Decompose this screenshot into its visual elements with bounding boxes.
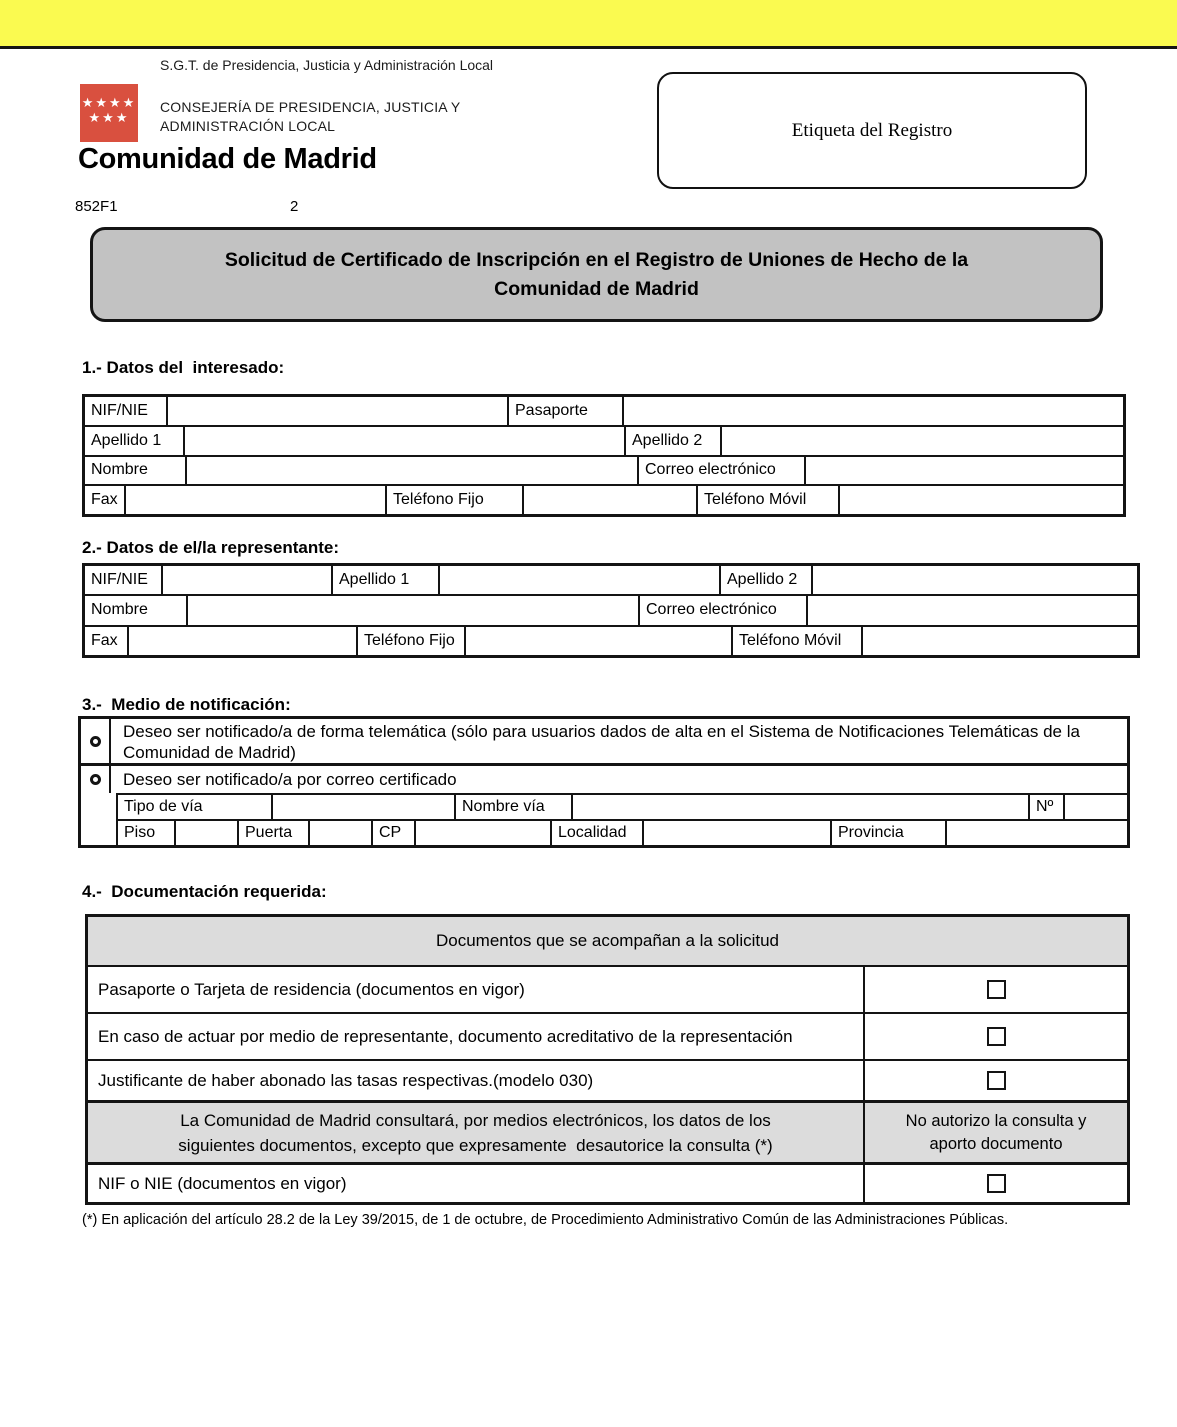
rep-telefono-movil-input[interactable] [863,627,1137,655]
table-row [88,1059,1127,1100]
form-title-line1: Solicitud de Certificado de Inscripción en el Registro de Uniones de Hecho de la [224,248,969,271]
cp-input[interactable] [414,819,550,845]
documentation-table [85,914,1130,1205]
flag-stars-row1: ★★★★ [81,95,137,110]
field-label-telefono-movil: Teléfono Móvil [698,486,840,514]
checkbox-tasas[interactable] [987,1071,1006,1090]
piso-input[interactable] [174,819,237,845]
option-row-telematica [81,719,1127,766]
checkbox-cell [865,1014,1127,1059]
rep-field-label-nif: NIF/NIE [85,566,163,594]
field-label-localidad: Localidad [550,819,642,845]
no-autorizo-text [865,1103,1127,1162]
table-row [85,425,1123,455]
field-label-numero: Nº [1028,793,1063,819]
field-label-fax: Fax [85,486,126,514]
table-row [116,819,1127,845]
page-number: 2 [290,198,299,215]
form-code: 852F1 [75,198,118,215]
checkbox-cell [865,967,1127,1012]
section4-heading: 4.- Documentación requerida: [82,882,327,901]
table-row [85,484,1123,514]
brand-title: Comunidad de Madrid [78,143,377,175]
field-label-nombre-via: Nombre vía [454,793,571,819]
fax-input[interactable] [126,486,387,514]
section1-heading: 1.- Datos del interesado: [82,358,285,377]
field-label-tipo-via: Tipo de vía [116,793,271,819]
field-label-piso: Piso [116,819,174,845]
option-telematica-label: Deseo ser notificado/a de forma telemática (sólo para usuarios dados de alta en el Sistema de Notificaciones Telemáticas de la Comunidad de Madrid) [123,722,1080,762]
table-row [85,594,1137,624]
localidad-input[interactable] [642,819,830,845]
no-autorizo-line1: No autorizo la consulta y [905,1111,1087,1130]
table-row [88,965,1127,1012]
apellido2-input[interactable] [722,427,1123,455]
section2-heading: 2.- Datos de el/la representante: [82,538,339,557]
form-title [90,227,1103,322]
field-label-apellido2: Apellido 2 [626,427,722,455]
address-subtable [116,793,1127,845]
legal-footnote: (*) En aplicación del artículo 28.2 de la Ley 39/2015, de 1 de octubre, de Procedimiento Administrativo Común de las Administraciones Públicas. [82,1212,1009,1228]
org-name-line2: ADMINISTRACIÓN LOCAL [160,118,336,134]
apellido1-input[interactable] [185,427,626,455]
table-row [116,793,1127,819]
radio-cell [81,719,111,763]
rep-field-label-correo: Correo electrónico [640,596,808,624]
section3-heading: 3.- Medio de notificación: [82,695,291,714]
documents-table-header: Documentos que se acompañan a la solicitud [88,917,1127,965]
rep-field-label-apellido2: Apellido 2 [721,566,813,594]
field-label-pasaporte: Pasaporte [509,397,624,425]
field-label-provincia: Provincia [830,819,945,845]
field-label-puerta: Puerta [237,819,308,845]
rep-field-label-telefono-fijo: Teléfono Fijo [358,627,466,655]
interested-party-table [82,394,1126,517]
table-row [88,1012,1127,1059]
doc-row-label: Pasaporte o Tarjeta de residencia (documentos en vigor) [88,967,865,1012]
checkbox-representacion[interactable] [987,1027,1006,1046]
table-row [85,566,1137,594]
rep-telefono-fijo-input[interactable] [466,627,733,655]
rep-apellido2-input[interactable] [813,566,1137,594]
consult-notice-text [88,1103,865,1162]
option-correo-certificado-label: Deseo ser notificado/a por correo certificado [123,770,457,789]
checkbox-cell [865,1061,1127,1100]
rep-field-label-nombre: Nombre [85,596,188,624]
rep-fax-input[interactable] [129,627,358,655]
table-row [85,397,1123,425]
rep-correo-input[interactable] [808,596,1137,624]
nombre-via-input[interactable] [571,793,1028,819]
field-label-cp: CP [371,819,414,845]
department-line: S.G.T. de Presidencia, Justicia y Administración Local [160,57,494,73]
field-label-nombre: Nombre [85,457,187,485]
comunidad-madrid-flag-icon [80,84,138,142]
field-label-telefono-fijo: Teléfono Fijo [387,486,524,514]
field-label-nif: NIF/NIE [85,397,168,425]
doc-row-label: NIF o NIE (documentos en vigor) [88,1165,865,1202]
checkbox-pasaporte-tarjeta[interactable] [987,980,1006,999]
radio-cell [81,766,111,793]
option-row-correo-certificado [81,766,1127,793]
notification-table [78,716,1130,848]
pasaporte-input[interactable] [624,397,1123,425]
nombre-input[interactable] [187,457,639,485]
field-label-apellido1: Apellido 1 [85,427,185,455]
no-autorizo-line2: aporto documento [929,1134,1063,1153]
form-title-line2: Comunidad de Madrid [494,277,699,300]
checkbox-nif-nie[interactable] [987,1174,1006,1193]
registry-label-text: Etiqueta del Registro [791,119,953,141]
table-row [85,455,1123,485]
rep-field-label-fax: Fax [85,627,129,655]
tipo-via-input[interactable] [271,793,454,819]
provincia-input[interactable] [945,819,1127,845]
flag-stars-row2: ★★★ [88,110,130,125]
rep-apellido1-input[interactable] [440,566,721,594]
nif-input[interactable] [168,397,509,425]
numero-input[interactable] [1063,793,1127,819]
consult-notice-row [88,1100,1127,1162]
field-label-correo: Correo electrónico [639,457,806,485]
consult-notice-line1: La Comunidad de Madrid consultará, por medios electrónicos, los datos de los [180,1110,771,1130]
table-row [85,625,1137,655]
rep-nombre-input[interactable] [188,596,640,624]
rep-field-label-apellido1: Apellido 1 [333,566,440,594]
telefono-fijo-input[interactable] [524,486,698,514]
org-name-line1: CONSEJERÍA DE PRESIDENCIA, JUSTICIA Y [160,99,461,115]
puerta-input[interactable] [308,819,371,845]
doc-row-label: En caso de actuar por medio de representante, documento acreditativo de la representación [88,1014,865,1059]
radio-correo-certificado-icon[interactable] [90,774,101,785]
checkbox-cell [865,1165,1127,1202]
consult-notice-line2: siguientes documentos, excepto que expresamente desautorice la consulta (*) [178,1135,773,1155]
highlight-bar [0,0,1177,49]
representative-table [82,563,1140,658]
rep-field-label-telefono-movil: Teléfono Móvil [733,627,863,655]
table-row [88,1162,1127,1202]
correo-input[interactable] [806,457,1123,485]
registry-label-box [657,72,1087,189]
radio-telematica-icon[interactable] [90,736,101,747]
doc-row-label: Justificante de haber abonado las tasas respectivas.(modelo 030) [88,1061,865,1100]
rep-nif-input[interactable] [163,566,333,594]
telefono-movil-input[interactable] [840,486,1123,514]
